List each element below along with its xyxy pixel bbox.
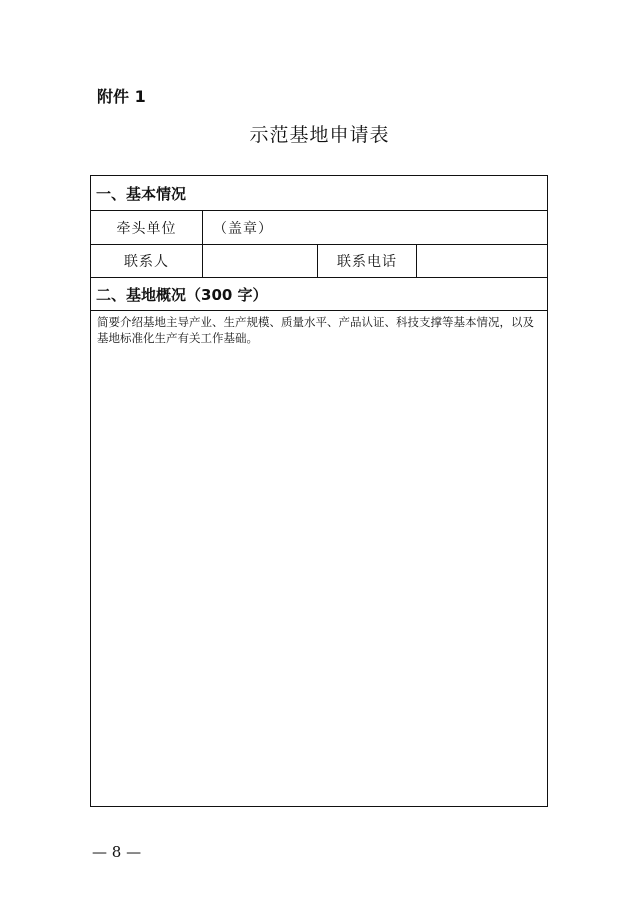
contact-row [91,245,547,278]
page-title: 示范基地申请表 [249,124,390,146]
section-overview-header: 二、基地概况（300 字） [91,278,547,311]
page-number: — 8 — [92,843,142,861]
phone-label: 联系电话 [318,245,417,277]
overview-instructions: 简要介绍基地主导产业、生产规模、质量水平、产品认证、科技支撑等基本情况，以及基地标准化生产有关工作基础。 [97,315,534,345]
section-basic-info-header: 一、基本情况 [91,176,547,211]
attachment-label: 附件 1 [97,87,146,106]
application-form [90,175,548,807]
contact-label: 联系人 [91,245,203,277]
contact-field[interactable] [203,245,318,277]
phone-field[interactable] [417,245,547,277]
lead-unit-row [91,211,547,245]
lead-unit-seal-field[interactable]: （盖章） [213,220,273,237]
lead-unit-label: 牵头单位 [91,211,203,244]
